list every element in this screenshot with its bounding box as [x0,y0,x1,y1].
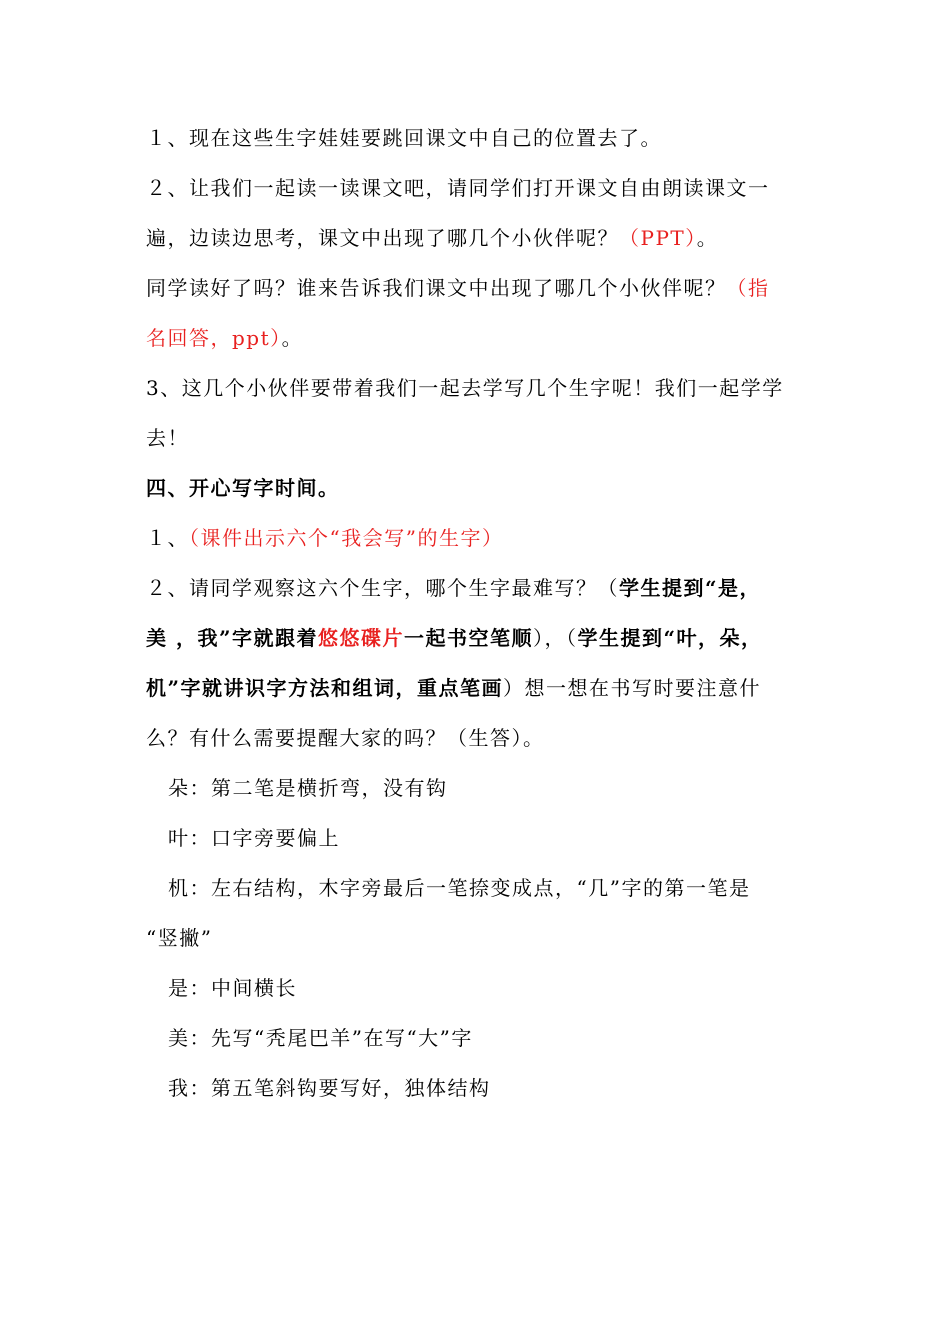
text-segment: ），（ [532,626,578,650]
text-segment: 叶：口字旁要偏上 [168,826,340,850]
text-segment: ）想一想在书写时要注意什 [503,676,762,700]
text-line-20 [168,1074,848,1102]
text-line-7 [146,424,826,452]
text-segment: 同学读好了吗？谁来告诉我们课文中出现了哪几个小伙伴呢？ [146,276,727,300]
text-segment: 我：第五笔斜钩要写好，独体结构 [168,1076,491,1100]
text-segment: “竖撇” [146,926,213,950]
text-segment: １、 [146,526,189,550]
text-segment: 机”字就讲识字方法和组词，重点笔画 [146,676,504,700]
text-line-1 [146,124,826,152]
text-segment: 去！ [146,426,189,450]
text-segment: ２、请同学观察这六个生字，哪个生字最难写？（ [146,576,619,600]
text-line-14 [168,774,848,802]
text-segment: 机：左右结构，木字旁最后一笔捺变成点，“几”字的第一笔是 [168,876,751,900]
text-segment: 美 ，我”字就跟着 [146,626,318,650]
text-segment: 。 [696,226,719,250]
text-line-10 [146,574,826,602]
text-line-12 [146,674,826,702]
text-segment: （课件出示六个“我会写”的生字） [189,526,504,550]
text-line-18 [168,974,848,1002]
text-segment: （PPT） [619,226,697,250]
text-segment: 一起书空笔顺 [403,626,533,650]
text-line-4 [146,274,826,302]
text-segment: １、现在这些生字娃娃要跳回课文中自己的位置去了。 [146,126,662,150]
text-segment: 学生提到“是， [619,576,762,600]
text-line-16 [168,874,848,902]
text-segment: 四、开心写字时间。 [146,476,340,500]
text-line-5 [146,324,826,352]
text-segment: 遍，边读边思考，课文中出现了哪几个小伙伴呢？ [146,226,619,250]
text-segment: 朵：第二笔是横折弯，没有钩 [168,776,448,800]
text-segment: 是：中间横长 [168,976,297,1000]
text-line-13 [146,724,826,752]
text-segment: 悠悠碟片 [317,626,404,650]
text-line-8 [146,474,826,502]
text-segment: ２、让我们一起读一读课文吧，请同学们打开课文自由朗读课文一 [146,176,770,200]
text-segment: 美：先写“秃尾巴羊”在写“大”字 [168,1026,473,1050]
text-line-11 [146,624,826,652]
text-line-15 [168,824,848,852]
text-segment: 学生提到“叶，朵， [577,626,763,650]
text-line-17 [146,924,826,952]
text-segment: 。 [281,326,304,350]
text-line-19 [168,1024,848,1052]
text-segment: （指 [726,276,770,300]
text-line-9 [146,524,826,552]
text-segment: 名回答，ppt） [146,326,282,350]
text-line-3 [146,224,826,252]
text-line-6 [146,374,826,402]
text-segment: 3、这几个小伙伴要带着我们一起去学写几个生字呢！我们一起学学 [146,376,784,400]
text-line-2 [146,174,826,202]
text-segment: 么？有什么需要提醒大家的吗？（生答）。 [146,726,545,750]
